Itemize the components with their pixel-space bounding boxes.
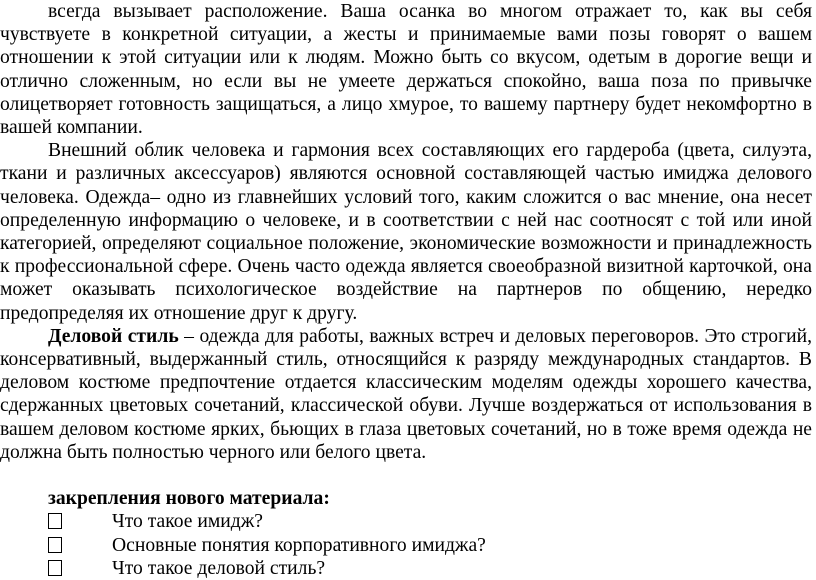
question-text: Что такое деловой стиль? — [112, 557, 326, 579]
question-item — [0, 557, 812, 580]
question-item — [0, 510, 812, 533]
bullet-box-icon — [48, 537, 62, 553]
term-business-style: Деловой стиль — [48, 325, 179, 347]
question-item — [0, 534, 812, 557]
blank-line — [0, 464, 812, 487]
question-text: Основные понятия корпоративного имиджа? — [112, 534, 486, 556]
bullet-box-icon — [48, 560, 62, 576]
bullet-box-icon — [48, 513, 62, 529]
questions-heading: закрепления нового материала: — [48, 488, 330, 510]
paragraph-appearance: Внешний облик человека и гармония всех составляющих его гардероба (цвета, силуэта, ткани и различных аксессуаров) являются основной составляющей частью имиджа делового человека. Одежда– одно из главнейших условий того, каким сложится о вас мнение, она несет определенную информацию о человеке, и в соответствии с ней нас соотносят с той или иной категорией, определяют социальное положение, экономические возможности и принадлежность к профессиональной сфере. Очень часто одежда является своеобразной визитной карточкой, она может оказывать психологическое воздействие на партнеров по общению, нередко предопределяя их отношение друг к другу. — [0, 140, 812, 324]
business-style-definition: – одежда для работы, важных встреч и деловых переговоров. Это строгий, консервативный, выдержанный стиль, относящийся к разряду международных стандартов. В деловом костюме предпочтение отдается классическим моделям одежды хорошего качества, сдержанных цветовых сочетаний, классической обуви. Лучше воздержаться от использования в вашем деловом костюме ярких, бьющих в глаза цветовых сочетаний, но в тоже время одежда не должна быть полностью черного или белого цвета. — [0, 325, 812, 463]
paragraph-business-style — [0, 325, 812, 464]
paragraph-posture: всегда вызывает расположение. Ваша осанка во многом отражает то, как вы себя чувствуете в конкретной ситуации, а жесты и принимаемые вами позы говорят о вашем отношении к этой ситуации или к людям. Можно быть со вкусом, одетым в дорогие вещи и отлично сложенным, но если вы не умеете держаться спокойно, ваша поза по привычке олицетворяет готовность защищаться, а лицо хмурое, то вашему партнеру будет некомфортно в вашей компании. — [0, 1, 812, 139]
question-text: Что такое имидж? — [112, 511, 263, 533]
